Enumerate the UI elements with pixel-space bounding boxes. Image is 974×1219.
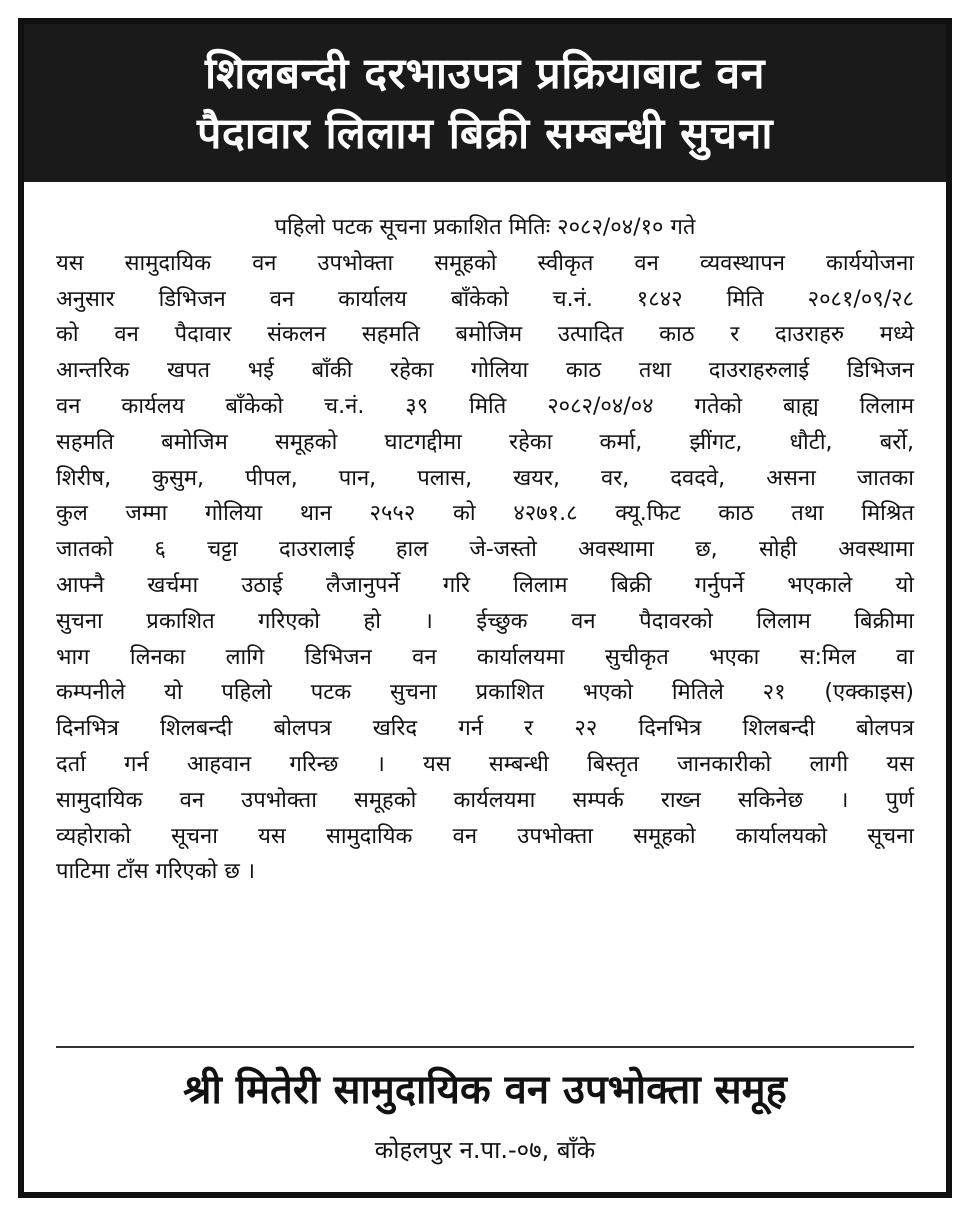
body-line: भाग लिनका लागि डिभिजन वन कार्यालयमा सुचीकृत भएका स:मिल वा bbox=[56, 644, 914, 670]
body-line: कम्पनीले यो पहिलो पटक सुचना प्रकाशित भएको मितिले २१ (एक्काइस) bbox=[56, 680, 914, 706]
body-line: दर्ता गर्न आहवान गरिन्छ । यस सम्बन्धी बिस्तृत जानकारीको लागी यस bbox=[56, 751, 914, 777]
body-line: आन्तरिक खपत भई बाँकी रहेका गोलिया काठ तथा दाउराहरुलाई डिभिजन bbox=[56, 358, 914, 384]
notice-body bbox=[56, 210, 914, 890]
body-line: सहमति बमोजिम समूहको घाटगद्दीमा रहेका कर्मा, झींगट, धौटी, बर्रो, bbox=[56, 429, 914, 455]
body-line: सामुदायिक वन उपभोक्ता समूहको कार्यलयमा सम्पर्क राख्न सकिनेछ । पुर्ण bbox=[56, 787, 914, 813]
body-line: शिरीष, कुसुम, पीपल, पान, पलास, खयर, वर, दवदवे, असना जातका bbox=[56, 465, 914, 491]
body-line: दिनभित्र शिलबन्दी बोलपत्र खरिद गर्न र २२ दिनभित्र शिलबन्दी बोलपत्र bbox=[56, 716, 914, 742]
organization-address: कोहलपुर न.पा.-०७, बाँके bbox=[374, 1136, 596, 1164]
body-line: जातको ६ चट्टा दाउरालाई हाल जे-जस्तो अवस्थामा छ, सोही अवस्थामा bbox=[56, 537, 914, 563]
body-line: आफ्नै खर्चमा उठाई लैजानुपर्ने गरि लिलाम बिक्री गर्नुपर्ने भएकाले यो bbox=[56, 572, 914, 598]
body-line: को वन पैदावार संकलन सहमति बमोजिम उत्पादित काठ र दाउराहरु मध्ये bbox=[56, 322, 914, 348]
body-line: वन कार्यलय बाँकेको च.नं. ३९ मिति २०८२/०४/०४ गतेको बाह्य लिलाम bbox=[56, 393, 914, 419]
notice-header bbox=[24, 24, 946, 182]
body-line-last: पाटिमा टाँस गरिएको छ । bbox=[56, 859, 256, 885]
organization-name: श्री मितेरी सामुदायिक वन उपभोक्ता समूह bbox=[183, 1067, 787, 1113]
footer-divider bbox=[56, 1046, 914, 1048]
notice-title-line-2: पैदावार लिलाम बिक्री सम्बन्धी सुचना bbox=[196, 109, 774, 159]
notice-title-line-1: शिलबन्दी दरभाउपत्र प्रक्रियाबाट वन bbox=[204, 49, 766, 99]
body-line: अनुसार डिभिजन वन कार्यालय बाँकेको च.नं. १८४२ मिति २०८१/०९/२८ bbox=[56, 286, 914, 312]
publish-date-line: पहिलो पटक सूचना प्रकाशित मितिः २०८२/०४/१० गते bbox=[274, 215, 696, 240]
notice-frame bbox=[18, 18, 952, 1198]
body-line: सुचना प्रकाशित गरिएको हो । ईच्छुक वन पैदावरको लिलाम बिक्रीमा bbox=[56, 608, 914, 634]
body-line: कुल जम्मा गोलिया थान २५५२ को ४२७१.८ क्यू.फिट काठ तथा मिश्रित bbox=[56, 501, 914, 527]
body-line: व्यहोराको सूचना यस सामुदायिक वन उपभोक्ता समूहको कार्यालयको सूचना bbox=[56, 823, 914, 849]
body-line: यस सामुदायिक वन उपभोक्ता समूहको स्वीकृत वन व्यवस्थापन कार्ययोजना bbox=[56, 250, 914, 276]
